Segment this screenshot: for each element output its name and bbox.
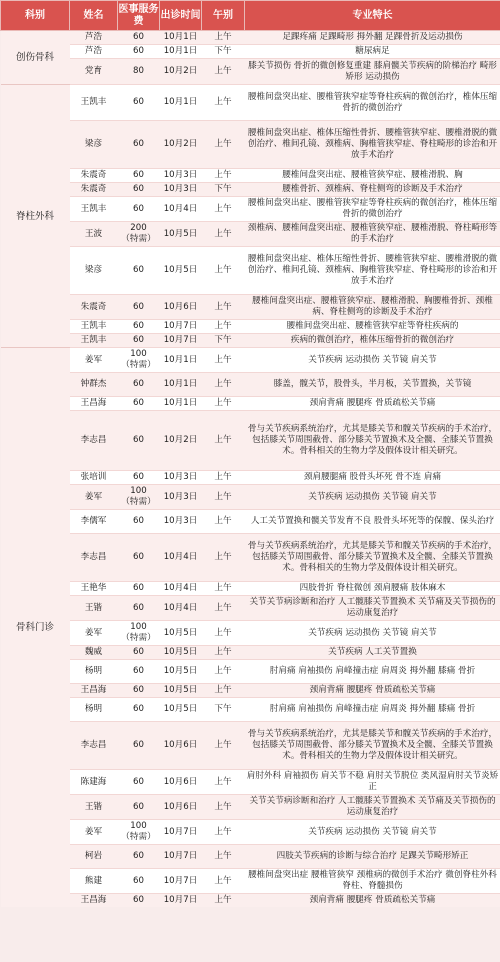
doctor-name: 张培训 (70, 471, 118, 485)
schedule-row (1, 169, 500, 183)
specialty: 颈肩腰腿痛 股骨头坏死 骨不连 肩痛 (245, 471, 500, 485)
clinic-date: 10月5日 (160, 660, 202, 684)
clinic-date: 10月1日 (160, 45, 202, 59)
schedule-row (1, 222, 500, 247)
doctor-name: 朱震奇 (70, 295, 118, 320)
clinic-date: 10月3日 (160, 485, 202, 510)
specialty: 腰椎间盘突出症、腰椎管狭窄症、腰椎滑脱、胸 (245, 169, 500, 183)
header-spec: 专业特长 (245, 1, 500, 31)
schedule-row (1, 45, 500, 59)
service-fee: 60 (118, 85, 160, 121)
clinic-date: 10月4日 (160, 534, 202, 582)
doctor-name: 王艳华 (70, 582, 118, 596)
doctor-name: 姜军 (70, 621, 118, 646)
half-day: 上午 (202, 121, 245, 169)
doctor-name: 陈建海 (70, 770, 118, 795)
schedule-row (1, 722, 500, 770)
schedule-row (1, 320, 500, 334)
specialty: 关节疾病 运动损伤 关节镜 肩关节 (245, 820, 500, 845)
half-day: 下午 (202, 698, 245, 722)
header-row (1, 1, 500, 31)
service-fee: 60 (118, 471, 160, 485)
schedule-row (1, 485, 500, 510)
schedule-row (1, 869, 500, 894)
service-fee: 60 (118, 31, 160, 45)
half-day: 上午 (202, 247, 245, 295)
half-day: 上午 (202, 320, 245, 334)
half-day: 上午 (202, 770, 245, 795)
doctor-name: 杨明 (70, 660, 118, 684)
half-day: 上午 (202, 646, 245, 660)
clinic-date: 10月4日 (160, 197, 202, 222)
clinic-date: 10月2日 (160, 121, 202, 169)
specialty: 关节关节病诊断和治疗 人工髋膝关节置换术 关节痛及关节损伤的运动康复治疗 (245, 795, 500, 820)
doctor-name: 柯岩 (70, 845, 118, 869)
doctor-name: 王凯丰 (70, 197, 118, 222)
schedule-row (1, 684, 500, 698)
doctor-name: 李志昌 (70, 411, 118, 471)
clinic-date: 10月7日 (160, 820, 202, 845)
service-fee: 60 (118, 373, 160, 397)
service-fee: 60 (118, 320, 160, 334)
specialty: 腰椎间盘突出症、腰椎管狭窄症、腰椎滑脱、胸腰椎骨折、颈椎病、脊柱侧弯的诊断及手术治疗 (245, 295, 500, 320)
service-fee: 60 (118, 411, 160, 471)
clinic-date: 10月5日 (160, 247, 202, 295)
service-fee: 60 (118, 684, 160, 698)
specialty: 颈肩背痛 腰腿疼 骨质疏松关节痛 (245, 894, 500, 908)
doctor-name: 杨明 (70, 698, 118, 722)
clinic-date: 10月6日 (160, 295, 202, 320)
schedule-row (1, 397, 500, 411)
clinic-date: 10月1日 (160, 373, 202, 397)
clinic-date: 10月6日 (160, 722, 202, 770)
half-day: 上午 (202, 621, 245, 646)
service-fee: 60 (118, 582, 160, 596)
clinic-date: 10月1日 (160, 348, 202, 373)
half-day: 上午 (202, 722, 245, 770)
schedule-row (1, 197, 500, 222)
half-day: 上午 (202, 471, 245, 485)
half-day: 上午 (202, 534, 245, 582)
clinic-date: 10月7日 (160, 894, 202, 908)
service-fee: 60 (118, 197, 160, 222)
specialty: 关节疾病 人工关节置换 (245, 646, 500, 660)
half-day: 上午 (202, 222, 245, 247)
specialty: 四肢骨折 脊柱微创 颈肩腰痛 肢体麻木 (245, 582, 500, 596)
specialty: 骨与关节疾病系统治疗，尤其是膝关节和髋关节疾病的手术治疗，包括膝关节周围截骨、部分膝关节置换术及全髋、全膝关节置换术。骨科相关的生物力学及假体设计相关研究。 (245, 411, 500, 471)
doctor-name: 王波 (70, 222, 118, 247)
clinic-date: 10月5日 (160, 621, 202, 646)
department-cell: 创伤骨科 (1, 31, 70, 85)
half-day: 上午 (202, 485, 245, 510)
schedule-row (1, 770, 500, 795)
half-day: 上午 (202, 596, 245, 621)
schedule-row (1, 894, 500, 908)
service-fee: 60 (118, 510, 160, 534)
specialty: 颈椎病、腰椎间盘突出症、腰椎管狭窄症、腰椎滑脱、脊柱畸形等的手术治疗 (245, 222, 500, 247)
schedule-row (1, 31, 500, 45)
specialty: 颈肩背痛 腰腿疼 骨质疏松关节痛 (245, 684, 500, 698)
doctor-name: 王昌海 (70, 894, 118, 908)
schedule-row (1, 373, 500, 397)
clinic-date: 10月7日 (160, 869, 202, 894)
header-name: 姓名 (70, 1, 118, 31)
service-fee: 60 (118, 169, 160, 183)
clinic-date: 10月5日 (160, 222, 202, 247)
department-cell: 骨科门诊 (1, 348, 70, 908)
specialty: 骨与关节疾病系统治疗，尤其是膝关节和髋关节疾病的手术治疗，包括膝关节周围截骨、部分膝关节置换术及全髋、全膝关节置换术。骨科相关的生物力学及假体设计相关研究。 (245, 534, 500, 582)
schedule-row (1, 334, 500, 348)
doctor-name: 姜军 (70, 348, 118, 373)
specialty: 腰椎间盘突出症、椎体压缩性骨折、腰椎管狭窄症、腰椎滑脱的微创治疗、椎间孔镜、颈椎病、胸椎管狭窄症、脊柱畸形的诊治和开放手术治疗 (245, 121, 500, 169)
service-fee: 60 (118, 121, 160, 169)
schedule-row (1, 845, 500, 869)
schedule-row (1, 698, 500, 722)
service-fee: 60 (118, 722, 160, 770)
specialty: 糖尿病足 (245, 45, 500, 59)
doctor-name: 李志昌 (70, 722, 118, 770)
schedule-row (1, 660, 500, 684)
half-day: 上午 (202, 373, 245, 397)
half-day: 上午 (202, 169, 245, 183)
schedule-row (1, 582, 500, 596)
clinic-date: 10月1日 (160, 31, 202, 45)
specialty: 膝关节损伤 骨折的微创修复重建 膝肩髋关节疾病的阶梯治疗 畸形矫形 运动损伤 (245, 59, 500, 85)
clinic-date: 10月5日 (160, 698, 202, 722)
specialty: 腰椎间盘突出症、椎体压缩性骨折、腰椎管狭窄症、腰椎滑脱的微创治疗、椎间孔镜、颈椎病、胸椎管狭窄症、脊柱畸形的诊治和开放手术治疗 (245, 247, 500, 295)
service-fee: 60 (118, 795, 160, 820)
schedule-row (1, 348, 500, 373)
doctor-name: 芦浩 (70, 45, 118, 59)
schedule-row (1, 247, 500, 295)
doctor-name: 王昌海 (70, 684, 118, 698)
doctor-name: 王昌海 (70, 397, 118, 411)
doctor-name: 党育 (70, 59, 118, 85)
specialty: 关节疾病 运动损伤 关节镜 肩关节 (245, 621, 500, 646)
specialty: 足踝疼痛 足踝畸形 拇外翻 足踝骨折及运动损伤 (245, 31, 500, 45)
clinic-date: 10月4日 (160, 582, 202, 596)
schedule-row (1, 471, 500, 485)
specialty: 腰椎间盘突出症、腰椎管狭窄症等脊柱疾病的微创治疗，椎体压缩骨折的微创治疗 (245, 197, 500, 222)
specialty: 肩肘外科 肩袖损伤 肩关节不稳 肩肘关节脱位 类风湿肩肘关节炎矫正 (245, 770, 500, 795)
header-date: 出诊时间 (160, 1, 202, 31)
half-day: 上午 (202, 660, 245, 684)
service-fee: 60 (118, 247, 160, 295)
specialty: 腰椎间盘突出症、腰椎管狭窄症等脊柱疾病的微创治疗，椎体压缩骨折的微创治疗 (245, 85, 500, 121)
half-day: 上午 (202, 582, 245, 596)
specialty: 颈肩背痛 腰腿疼 骨质疏松关节痛 (245, 397, 500, 411)
doctor-name: 姜军 (70, 820, 118, 845)
schedule-row (1, 411, 500, 471)
doctor-name: 朱震奇 (70, 169, 118, 183)
half-day: 上午 (202, 59, 245, 85)
clinic-date: 10月3日 (160, 183, 202, 197)
specialty: 人工关节置换和髋关节发育不良 股骨头坏死等的保髋、保头治疗 (245, 510, 500, 534)
service-fee: 60 (118, 295, 160, 320)
specialty: 疾病的微创治疗，椎体压缩骨折的微创治疗 (245, 334, 500, 348)
clinic-date: 10月7日 (160, 334, 202, 348)
clinic-date: 10月3日 (160, 169, 202, 183)
schedule-row (1, 121, 500, 169)
schedule-row (1, 510, 500, 534)
service-fee: 100 （特需） (118, 348, 160, 373)
header-dept: 科别 (1, 1, 70, 31)
clinic-date: 10月1日 (160, 397, 202, 411)
specialty: 腰椎间盘突出症、腰椎管狭窄症等脊柱疾病的 (245, 320, 500, 334)
clinic-date: 10月5日 (160, 684, 202, 698)
header-half: 午别 (202, 1, 245, 31)
doctor-name: 梁彦 (70, 247, 118, 295)
schedule-row (1, 646, 500, 660)
doctor-name: 熊建 (70, 869, 118, 894)
header-fee: 医事服务费 (118, 1, 160, 31)
service-fee: 200 （特需） (118, 222, 160, 247)
half-day: 上午 (202, 684, 245, 698)
doctor-name: 王凯丰 (70, 85, 118, 121)
half-day: 上午 (202, 397, 245, 411)
schedule-row (1, 820, 500, 845)
half-day: 上午 (202, 845, 245, 869)
half-day: 上午 (202, 85, 245, 121)
service-fee: 60 (118, 845, 160, 869)
schedule-row (1, 596, 500, 621)
doctor-name: 魏威 (70, 646, 118, 660)
clinic-date: 10月2日 (160, 411, 202, 471)
clinic-date: 10月6日 (160, 770, 202, 795)
clinic-date: 10月2日 (160, 59, 202, 85)
clinic-date: 10月1日 (160, 85, 202, 121)
specialty: 腰椎间盘突出症 腰椎管狭窄 颈椎病的微创手术治疗 微创脊柱外科 脊柱、脊髓损伤 (245, 869, 500, 894)
service-fee: 60 (118, 596, 160, 621)
specialty: 四肢关节疾病的诊断与综合治疗 足踝关节畸形矫正 (245, 845, 500, 869)
schedule-row (1, 795, 500, 820)
specialty: 关节疾病 运动损伤 关节镜 肩关节 (245, 485, 500, 510)
doctor-name: 王凯丰 (70, 334, 118, 348)
half-day: 上午 (202, 894, 245, 908)
service-fee: 60 (118, 869, 160, 894)
half-day: 上午 (202, 31, 245, 45)
service-fee: 100 （特需） (118, 820, 160, 845)
schedule-row (1, 621, 500, 646)
service-fee: 60 (118, 770, 160, 795)
specialty: 膝盖，髋关节，股骨头，半月板，关节置换，关节镜 (245, 373, 500, 397)
half-day: 上午 (202, 820, 245, 845)
half-day: 上午 (202, 869, 245, 894)
doctor-name: 王凯丰 (70, 320, 118, 334)
service-fee: 60 (118, 534, 160, 582)
service-fee: 60 (118, 646, 160, 660)
clinic-date: 10月5日 (160, 646, 202, 660)
schedule-row (1, 295, 500, 320)
service-fee: 60 (118, 45, 160, 59)
half-day: 上午 (202, 411, 245, 471)
specialty: 关节关节病诊断和治疗 人工髋膝关节置换术 关节痛及关节损伤的运动康复治疗 (245, 596, 500, 621)
clinic-date: 10月7日 (160, 320, 202, 334)
schedule-row (1, 59, 500, 85)
doctor-name: 姜军 (70, 485, 118, 510)
specialty: 肘肩痛 肩袖损伤 肩峰撞击症 肩周炎 拇外翻 膝痛 骨折 (245, 660, 500, 684)
service-fee: 60 (118, 397, 160, 411)
clinic-date: 10月3日 (160, 471, 202, 485)
half-day: 上午 (202, 510, 245, 534)
service-fee: 60 (118, 698, 160, 722)
department-cell: 脊柱外科 (1, 85, 70, 348)
schedule-body (1, 31, 500, 908)
doctor-name: 朱震奇 (70, 183, 118, 197)
specialty: 关节疾病 运动损伤 关节镜 肩关节 (245, 348, 500, 373)
half-day: 下午 (202, 183, 245, 197)
doctor-name: 李志昌 (70, 534, 118, 582)
specialty: 骨与关节疾病系统治疗，尤其是膝关节和髋关节疾病的手术治疗，包括膝关节周围截骨、部分膝关节置换术及全髋、全膝关节置换术。骨科相关的生物力学及假体设计相关研究。 (245, 722, 500, 770)
service-fee: 60 (118, 334, 160, 348)
half-day: 上午 (202, 795, 245, 820)
service-fee: 100 （特需） (118, 485, 160, 510)
half-day: 下午 (202, 334, 245, 348)
service-fee: 80 (118, 59, 160, 85)
specialty: 腰椎骨折、颈椎病、脊柱侧弯的诊断及手术治疗 (245, 183, 500, 197)
doctor-name: 李儒军 (70, 510, 118, 534)
clinic-date: 10月4日 (160, 596, 202, 621)
half-day: 下午 (202, 45, 245, 59)
schedule-row (1, 183, 500, 197)
service-fee: 60 (118, 894, 160, 908)
service-fee: 60 (118, 183, 160, 197)
doctor-name: 王锴 (70, 596, 118, 621)
doctor-name: 芦浩 (70, 31, 118, 45)
clinic-date: 10月6日 (160, 795, 202, 820)
half-day: 上午 (202, 348, 245, 373)
clinic-date: 10月3日 (160, 510, 202, 534)
doctor-name: 王锴 (70, 795, 118, 820)
service-fee: 100 （特需） (118, 621, 160, 646)
doctor-name: 梁彦 (70, 121, 118, 169)
schedule-row (1, 85, 500, 121)
specialty: 肘肩痛 肩袖损伤 肩峰撞击症 肩周炎 拇外翻 膝痛 骨折 (245, 698, 500, 722)
schedule-row (1, 534, 500, 582)
doctor-name: 钟群杰 (70, 373, 118, 397)
service-fee: 60 (118, 660, 160, 684)
half-day: 上午 (202, 197, 245, 222)
clinic-date: 10月7日 (160, 845, 202, 869)
half-day: 上午 (202, 295, 245, 320)
